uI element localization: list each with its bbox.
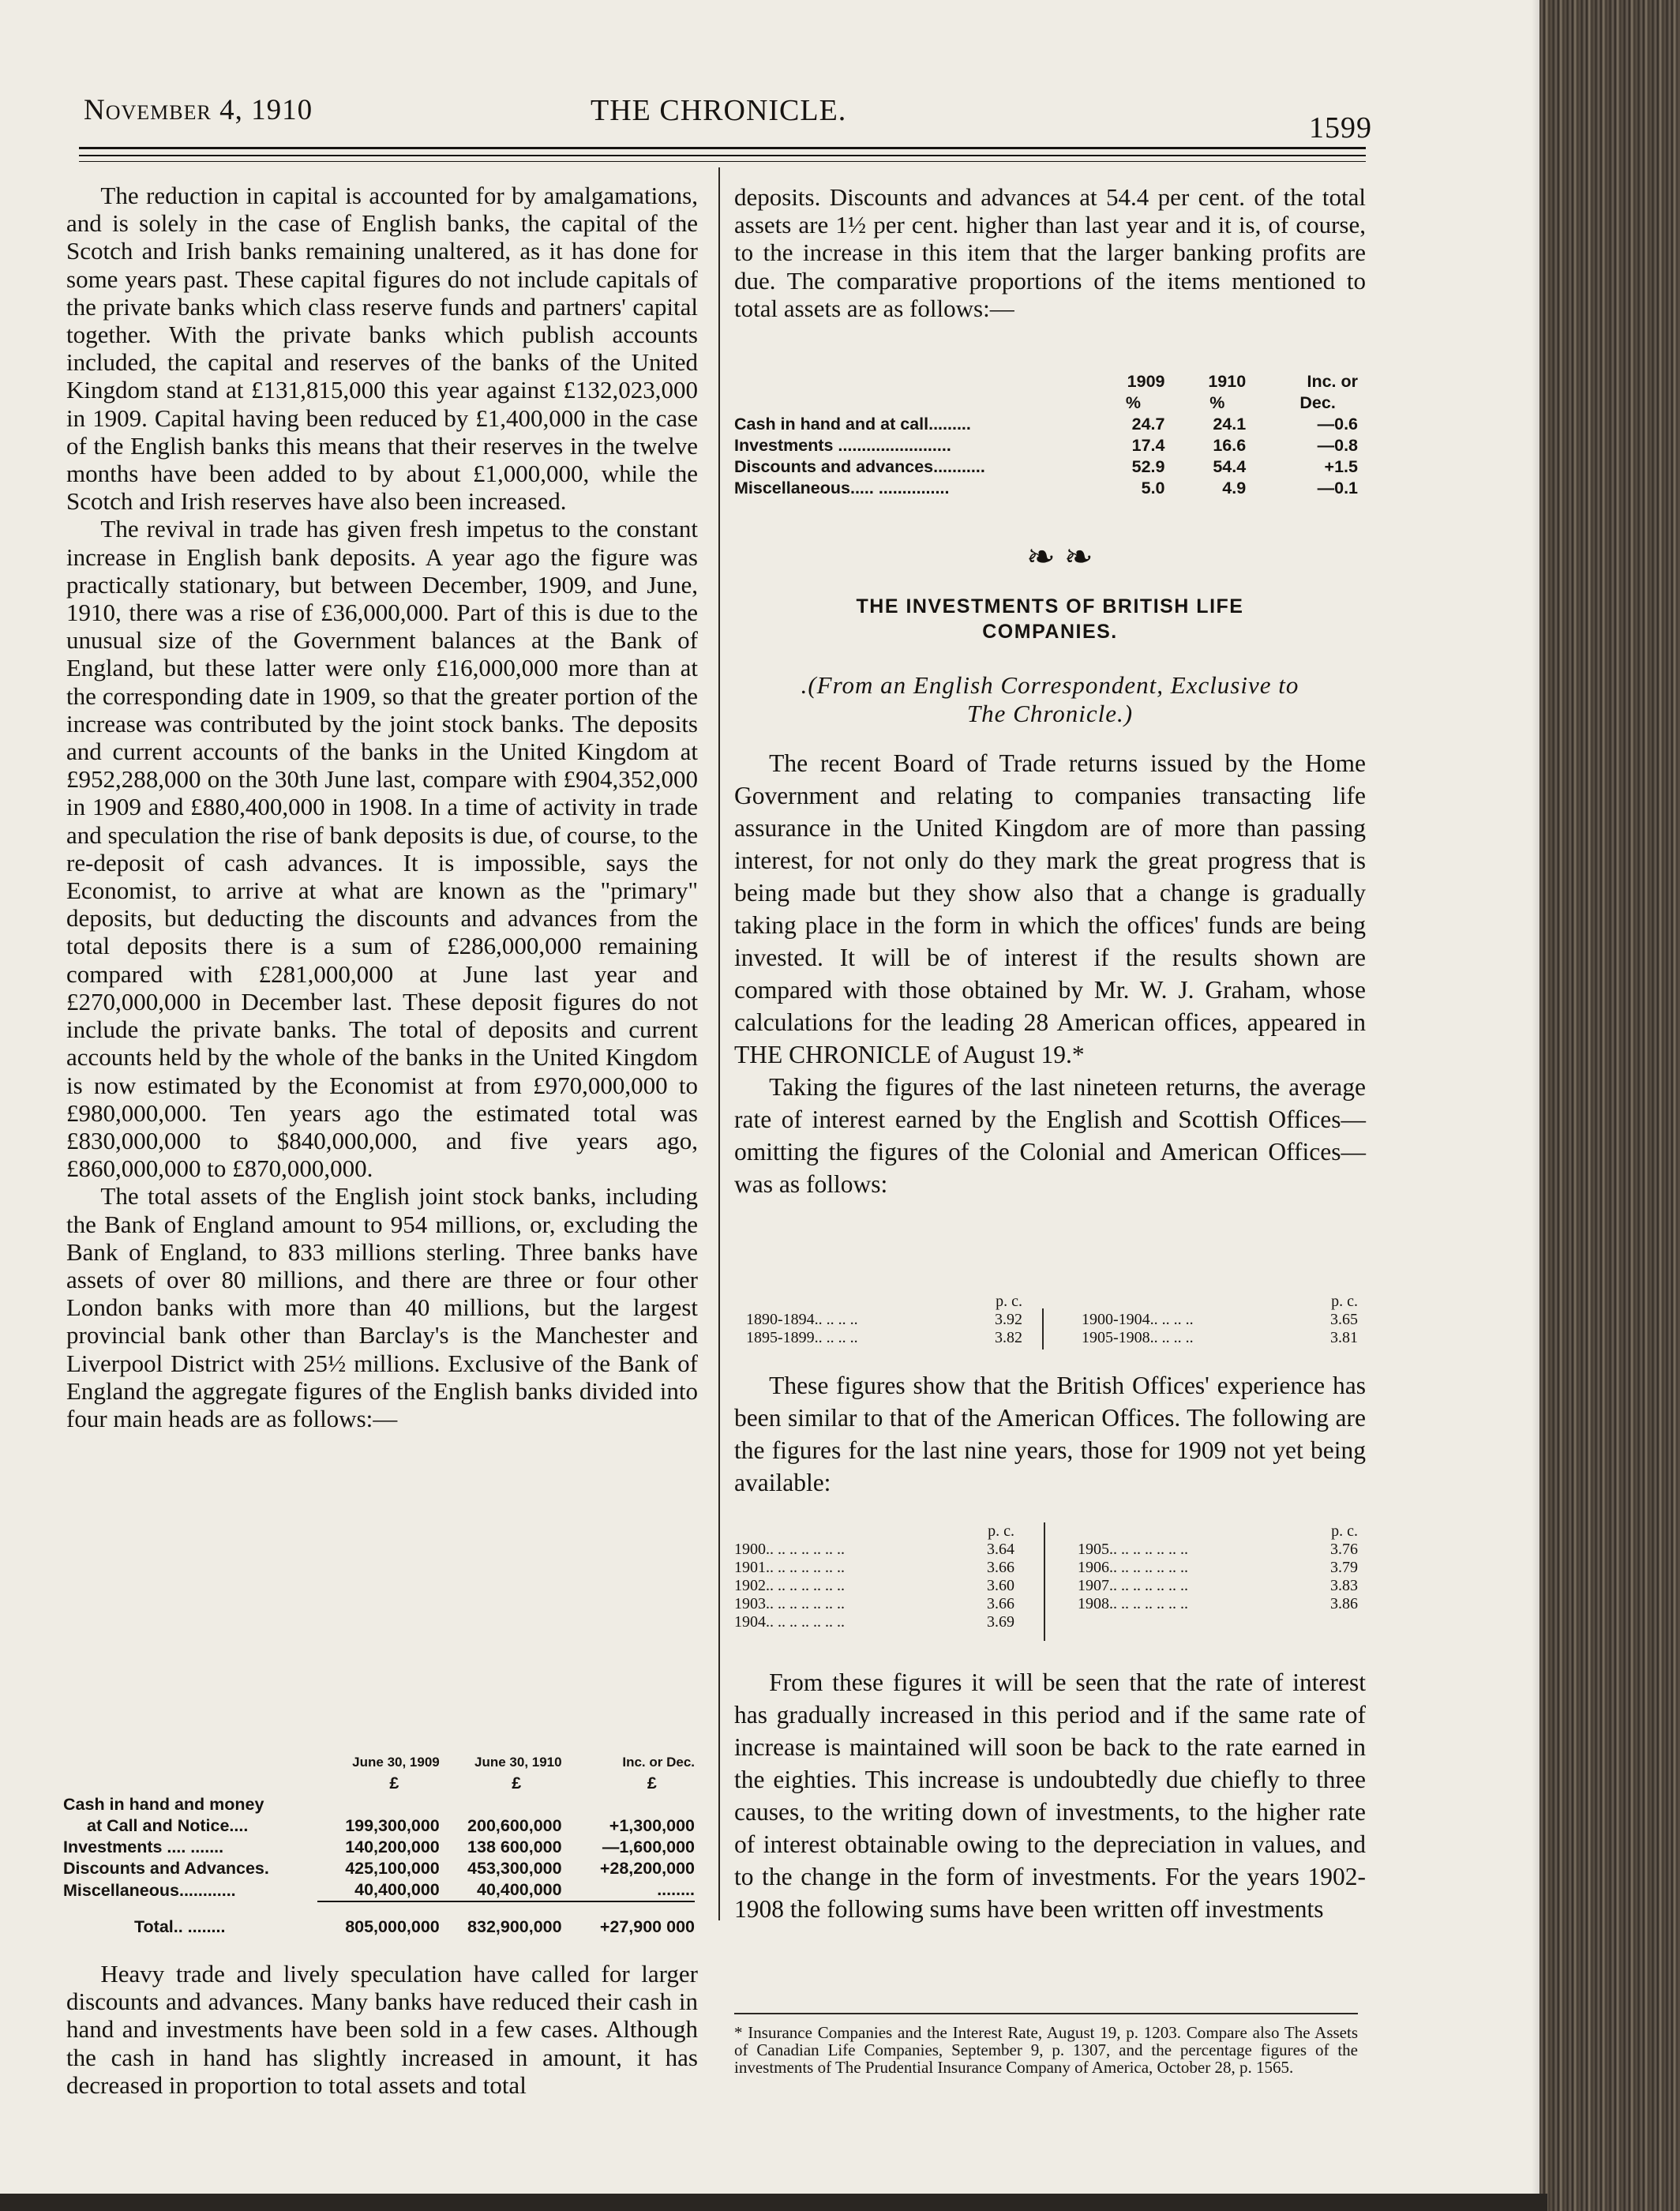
row-value-change: +1.5: [1324, 457, 1358, 476]
rate-unit: p. c.: [1331, 1522, 1358, 1540]
row-value-change: —0.8: [1317, 436, 1358, 455]
total-value-change: +27,900 000: [599, 1917, 695, 1936]
rate-label: 1905.. .. .. .. .. .. ..: [1078, 1541, 1188, 1558]
rate-value: 3.60: [987, 1577, 1014, 1594]
rate-unit: p. c.: [988, 1522, 1014, 1540]
assets-unit-change: £: [647, 1774, 657, 1792]
rate-row: [734, 1541, 1014, 1559]
article-paragraph-1: The recent Board of Trade returns issued by the Home Government and relating to companies transacting life assurance in the United Kingdom are of more than passing interest, for not only do they mark the great progress that is being made but they show also that a change is gradually taking place in the form in which the offices' funds are being invested. It will be of interest if the results shown are compared with those obtained by Mr. W. J. Graham, whose calculations for the leading 28 American offices, appeared in THE CHRONICLE of August 19.*: [734, 749, 1366, 1068]
row-value-1910: 24.1: [1213, 415, 1247, 434]
rate-label: 1895-1899.. .. .. ..: [746, 1329, 858, 1346]
table-row: [734, 478, 1358, 499]
rate-row: [1078, 1541, 1358, 1559]
proportions-table: [734, 371, 1358, 499]
rate-row: [1078, 1595, 1358, 1613]
prop-sub-change: Dec.: [1299, 393, 1336, 412]
rate-label: 1900.. .. .. .. .. .. ..: [734, 1541, 845, 1558]
left-paragraph-4: Heavy trade and lively speculation have called for larger discounts and advances. Many banks have reduced their cash in hand and investments have been sold in a few cases. Although the cash in hand has slightly increased in amount, it has decreased in proportion to total assets and total: [66, 1960, 698, 2099]
rate-value: 3.79: [1330, 1559, 1358, 1576]
row-value-change: —0.6: [1317, 415, 1358, 434]
rate-row: [1078, 1559, 1358, 1577]
book-spine: [1539, 0, 1680, 2211]
header-rule-thin-2: [79, 161, 1366, 162]
left-paragraph-1: The reduction in capital is accounted for by amalgamations, and is solely in the case of English banks, the capital of the Scotch and Irish banks remaining unaltered, as it has done for some years past. These capital figures do not include capitals of the private banks which class reserve funds and partners' capital together. With the private banks which publish accounts included, the capital and reserves of the banks of the United Kingdom stand at £131,815,000 this year against £132,023,000 in 1909. Capital having been reduced by £1,400,000 in the case of the English banks this means that their reserves in the twelve months have been added to by about £1,000,000, while the Scotch and Irish reserves have also been increased.: [66, 182, 698, 516]
row-label: Miscellaneous..... ...............: [734, 479, 950, 497]
rate-value: 3.76: [1330, 1541, 1358, 1558]
table-row: [63, 1879, 695, 1901]
row-label: Discounts and Advances.: [63, 1859, 269, 1878]
rate-value: 3.82: [995, 1329, 1022, 1346]
row-label: Miscellaneous............: [63, 1880, 236, 1900]
rate-row: [1082, 1311, 1358, 1329]
table-row: [63, 1837, 695, 1858]
row-label: Discounts and advances...........: [734, 457, 985, 476]
rates-periods-right: [1082, 1293, 1358, 1347]
row-value-1910: 40,400,000: [440, 1879, 562, 1901]
page-number: 1599: [1309, 111, 1372, 145]
rate-value: 3.81: [1330, 1329, 1358, 1346]
prop-header-1909: 1909: [1127, 372, 1165, 391]
total-value-1910: 832,900,000: [467, 1917, 562, 1936]
page-bottom-edge: [0, 2194, 1547, 2211]
row-value-1910: 200,600,000: [467, 1816, 562, 1835]
rate-value: 3.83: [1330, 1577, 1358, 1594]
row-value-1909: 140,200,000: [345, 1837, 440, 1856]
header-date: November 4, 1910: [84, 94, 313, 126]
article-title: [734, 594, 1366, 644]
rate-row: [746, 1329, 1022, 1347]
row-value-1910: 54.4: [1213, 457, 1247, 476]
left-paragraph-2: The revival in trade has given fresh impetus to the constant increase in English bank deposits. A year ago the figure was practically stationary, but between December, 1909, and June, 1910, there was a rise of £36,000,000. Part of this is due to the unusual size of the Government balances at the Bank of England, but these latter were only £16,000,000 more than at the corresponding date in 1909, so that the greater portion of the increase was contributed by the joint stock banks. The deposits and current accounts of the banks in the United Kingdom at £952,288,000 on the 30th June last, compare with £904,352,000 in 1909 and £880,400,000 in 1908. In a time of activity in trade and speculation the rise of bank deposits is due, of course, to the re-deposit of cash advances. It is impossible, says the Economist, to arrive at what are known as the "primary" deposits, but deducting the discounts and advances from the total deposits there is a sum of £286,000,000 remaining compared with £281,000,000 at June last year and £270,000,000 in December last. These deposit figures do not include the private banks. The total of deposits and current accounts held by the whole of the banks in the United Kingdom is now estimated by the Economist at from £970,000,000 to £980,000,000. Ten years ago the estimated total was £830,000,000 to $840,000,000, and five years ago, £860,000,000 to £870,000,000.: [66, 515, 698, 1183]
assets-header-1910: June 30, 1910: [474, 1755, 562, 1770]
article-title-line-1: THE INVESTMENTS OF BRITISH LIFE: [856, 595, 1244, 618]
prop-header-change: Inc. or: [1307, 372, 1358, 391]
column-divider: [718, 167, 720, 1920]
footnote: * Insurance Companies and the Interest Rate, August 19, p. 1203. Compare also The Assets of Canadian Life Companies, September 9, p. 1307, and the percentage figures of the investments of The Prudential Insurance Company of America, October 28, p. 1565.: [734, 2023, 1358, 2077]
rate-value: 3.66: [987, 1595, 1014, 1612]
rate-label: 1905-1908.. .. .. ..: [1082, 1329, 1194, 1346]
table-row: [63, 1794, 695, 1815]
rate-label: 1903.. .. .. .. .. .. ..: [734, 1595, 845, 1612]
rate-label: 1901.. .. .. .. .. .. ..: [734, 1559, 845, 1576]
row-value-change: —0.1: [1317, 479, 1358, 497]
rate-label: 1904.. .. .. .. .. .. ..: [734, 1613, 845, 1631]
rates-divider: [1042, 1308, 1044, 1349]
right-article-body-1: [734, 747, 1366, 1200]
row-value-1909: 425,100,000: [345, 1859, 440, 1878]
rate-label: 1908.. .. .. .. .. .. ..: [1078, 1595, 1188, 1612]
row-value-1909: 52.9: [1131, 457, 1165, 476]
proportions-header: [734, 371, 1358, 392]
rate-label: 1906.. .. .. .. .. .. ..: [1078, 1559, 1188, 1576]
right-intro-paragraph: deposits. Discounts and advances at 54.4 per cent. of the total assets are 1½ per cent. higher than last year and it is, of course, to the increase in this item that the larger banking profits are due. The comparative proportions of the items mentioned to total assets are as follows:—: [734, 183, 1366, 322]
table-row: [734, 456, 1358, 478]
proportions-subheader: [734, 392, 1358, 414]
rate-value: 3.92: [995, 1311, 1022, 1328]
rates-years-right: [1078, 1522, 1358, 1613]
row-value-change: —1,600,000: [602, 1837, 695, 1856]
prop-sub-1909: %: [1125, 393, 1141, 412]
footnote-rule: [734, 2013, 1358, 2014]
row-label: Cash in hand and at call.........: [734, 415, 971, 434]
rate-row: [1082, 1329, 1358, 1347]
row-value-1909: 199,300,000: [345, 1816, 440, 1835]
rates-years-left: [734, 1522, 1014, 1631]
assets-header-change: Inc. or Dec.: [622, 1755, 695, 1770]
row-value-1909: 24.7: [1131, 415, 1165, 434]
header-rule-thick: [79, 147, 1366, 149]
table-row: [63, 1815, 695, 1837]
table-row: [734, 435, 1358, 456]
rate-unit: p. c.: [1331, 1293, 1358, 1310]
article-paragraph-4: From these figures it will be seen that the rate of interest has gradually increased in this period and if the same rate of increase is maintained will soon be back to the rate earned in the eighties. This increase is undoubtedly due chiefly to three causes, to the writing down of investments, to the higher rate of interest obtainable owing to the depreciation in values, and to the change in the form of investments. For the years 1902-1908 the following sums have been written off investments: [734, 1669, 1366, 1923]
rate-value: 3.69: [987, 1613, 1014, 1631]
article-paragraph-2: Taking the figures of the last nineteen returns, the average rate of interest earned by the English and Scottish Offices—omitting the figures of the Colonial and American Offices—was as follows:: [734, 1073, 1366, 1198]
rate-label: 1902.. .. .. .. .. .. ..: [734, 1577, 845, 1594]
row-label: Investments ........................: [734, 436, 951, 455]
rate-row: [734, 1595, 1014, 1613]
row-value-change: +1,300,000: [609, 1816, 695, 1835]
assets-table: [63, 1751, 695, 1938]
row-label: at Call and Notice....: [87, 1816, 249, 1835]
assets-unit-1909: £: [389, 1774, 399, 1792]
prop-header-1910: 1910: [1208, 372, 1247, 391]
assets-table-header: [63, 1751, 695, 1773]
article-paragraph-3: These figures show that the British Offices' experience has been similar to that of the American Offices. The following are the figures for the last nine years, those for 1909 not yet being available:: [734, 1372, 1366, 1496]
rate-label: 1890-1894.. .. .. ..: [746, 1311, 858, 1328]
rate-value: 3.86: [1330, 1595, 1358, 1612]
left-column: [66, 182, 698, 1432]
row-value-1910: 4.9: [1222, 479, 1247, 497]
rate-unit: p. c.: [996, 1293, 1022, 1310]
assets-unit-1910: £: [512, 1774, 522, 1792]
row-label: Cash in hand and money: [63, 1795, 264, 1814]
rate-label: 1900-1904.. .. .. ..: [1082, 1311, 1194, 1328]
right-column-intro: [734, 183, 1366, 322]
row-value-1910: 453,300,000: [467, 1859, 562, 1878]
header-title: THE CHRONICLE.: [591, 94, 847, 127]
row-value-1910: 16.6: [1213, 436, 1247, 455]
prop-sub-1910: %: [1209, 393, 1225, 412]
ornament-icon: ❧ ❧: [1026, 538, 1093, 576]
rate-row: [734, 1613, 1014, 1631]
row-value-1909: 5.0: [1141, 479, 1165, 497]
article-byline: [734, 671, 1366, 728]
rate-value: 3.64: [987, 1541, 1014, 1558]
right-article-body-3: [734, 1666, 1366, 1925]
rate-value: 3.66: [987, 1559, 1014, 1576]
rate-row: [1078, 1577, 1358, 1595]
left-paragraph-3: The total assets of the English joint stock banks, including the Bank of England amount to 954 millions, or, excluding the Bank of England, to 833 millions sterling. Three banks have assets of over 80 millions, and there are three or four other London banks with more than 40 millions, but the largest provincial bank other than Barclay's is the Manchester and Liverpool District with 25½ millions. Exclusive of the Bank of England the aggregate figures of the English banks divided into four main heads are as follows:—: [66, 1182, 698, 1432]
byline-line-2: The Chronicle.): [966, 700, 1134, 727]
row-value-1909: 17.4: [1131, 436, 1165, 455]
right-article-body-2: [734, 1369, 1366, 1499]
left-column-continued: [66, 1960, 698, 2099]
byline-line-1: .(From an English Correspondent, Exclusive to: [801, 671, 1299, 699]
article-title-line-2: COMPANIES.: [982, 621, 1118, 643]
total-label: Total.. ........: [134, 1916, 226, 1936]
rate-label: 1907.. .. .. .. .. .. ..: [1078, 1577, 1188, 1594]
rates-periods-left: [746, 1293, 1022, 1347]
header-rule-thin: [79, 155, 1366, 156]
rate-value: 3.65: [1330, 1311, 1358, 1328]
total-value-1909: 805,000,000: [345, 1917, 440, 1936]
table-row: [63, 1858, 695, 1879]
table-row-total: [63, 1901, 695, 1938]
assets-table-units: [63, 1773, 695, 1794]
assets-header-1909: June 30, 1909: [352, 1755, 440, 1770]
rate-row: [746, 1311, 1022, 1329]
table-row: [734, 414, 1358, 435]
row-label: Investments .... .......: [63, 1837, 224, 1856]
row-value-1910: 138 600,000: [467, 1837, 562, 1856]
rates-divider: [1044, 1522, 1045, 1641]
row-value-1909: 40,400,000: [317, 1879, 440, 1901]
rate-row: [734, 1577, 1014, 1595]
row-value-change: +28,200,000: [599, 1859, 695, 1878]
rate-row: [734, 1559, 1014, 1577]
row-value-change: ........: [562, 1879, 695, 1901]
